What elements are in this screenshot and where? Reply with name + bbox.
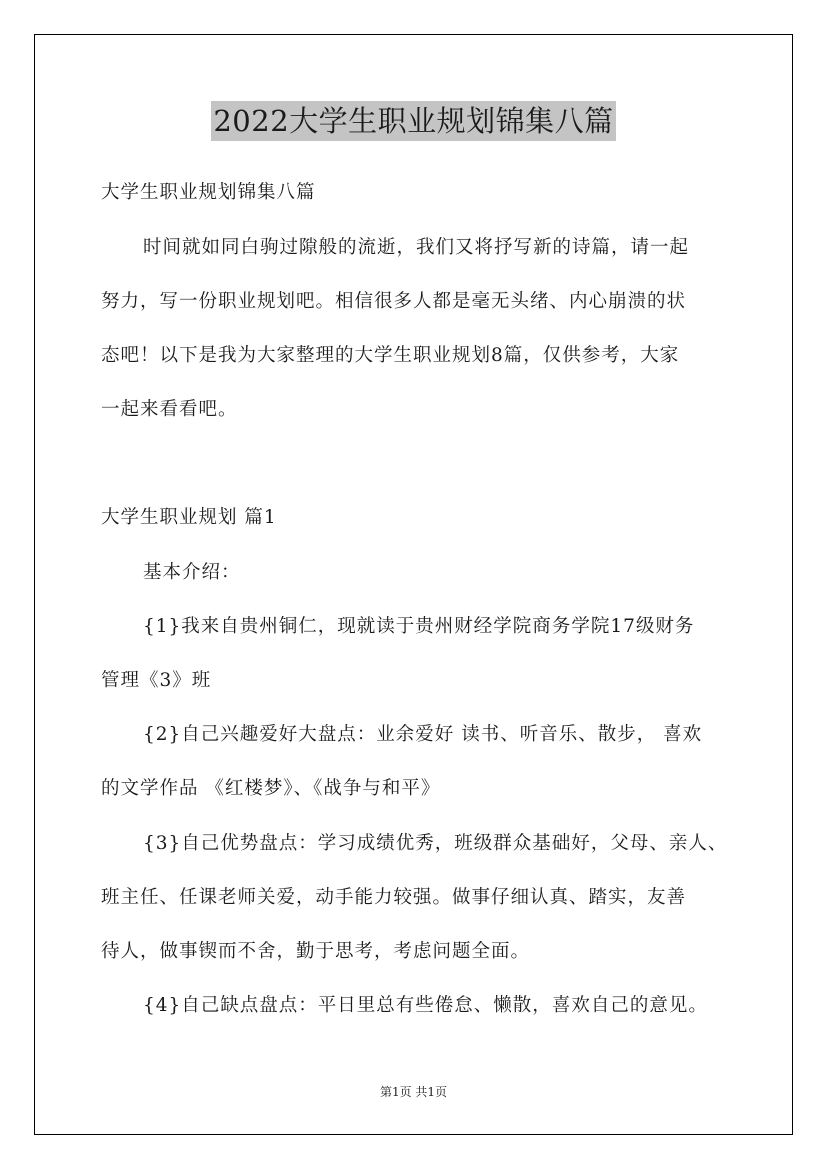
paragraph-line: 管理《3》班	[101, 670, 212, 691]
paragraph-line: {2}自己兴趣爱好大盘点：业余爱好 读书、听音乐、散步， 喜欢	[143, 724, 703, 745]
section-heading: 大学生职业规划 篇1	[101, 507, 277, 528]
subtitle-line: 大学生职业规划锦集八篇	[101, 182, 316, 203]
title-container	[0, 101, 827, 141]
paragraph-line: 努力，写一份职业规划吧。相信很多人都是毫无头绪、内心崩溃的状	[101, 291, 687, 312]
paragraph-line: 待人，做事锲而不舍，勤于思考，考虑问题全面。	[101, 941, 531, 962]
paragraph-line: {4}自己缺点盘点：平日里总有些倦怠、懒散，喜欢自己的意见。	[143, 995, 708, 1016]
document-title: 2022大学生职业规划锦集八篇	[211, 101, 615, 141]
paragraph-line: {3}自己优势盘点：学习成绩优秀，班级群众基础好，父母、亲人、	[143, 833, 728, 854]
paragraph-line: {1}我来自贵州铜仁，现就读于贵州财经学院商务学院17级财务	[143, 616, 695, 637]
paragraph-line: 时间就如同白驹过隙般的流逝，我们又将抒写新的诗篇，请一起	[143, 237, 690, 258]
paragraph-line: 态吧！以下是我为大家整理的大学生职业规划8篇，仅供参考，大家	[101, 345, 680, 366]
paragraph-line: 的文学作品 《红楼梦》、《战争与和平》	[101, 778, 441, 799]
paragraph-line: 班主任、任课老师关爱，动手能力较强。做事仔细认真、踏实，友善	[101, 887, 687, 908]
paragraph-line: 基本介绍：	[143, 562, 241, 583]
page-footer: 第1页 共1页	[379, 1085, 448, 1099]
paragraph-line: 一起来看看吧。	[101, 399, 238, 420]
